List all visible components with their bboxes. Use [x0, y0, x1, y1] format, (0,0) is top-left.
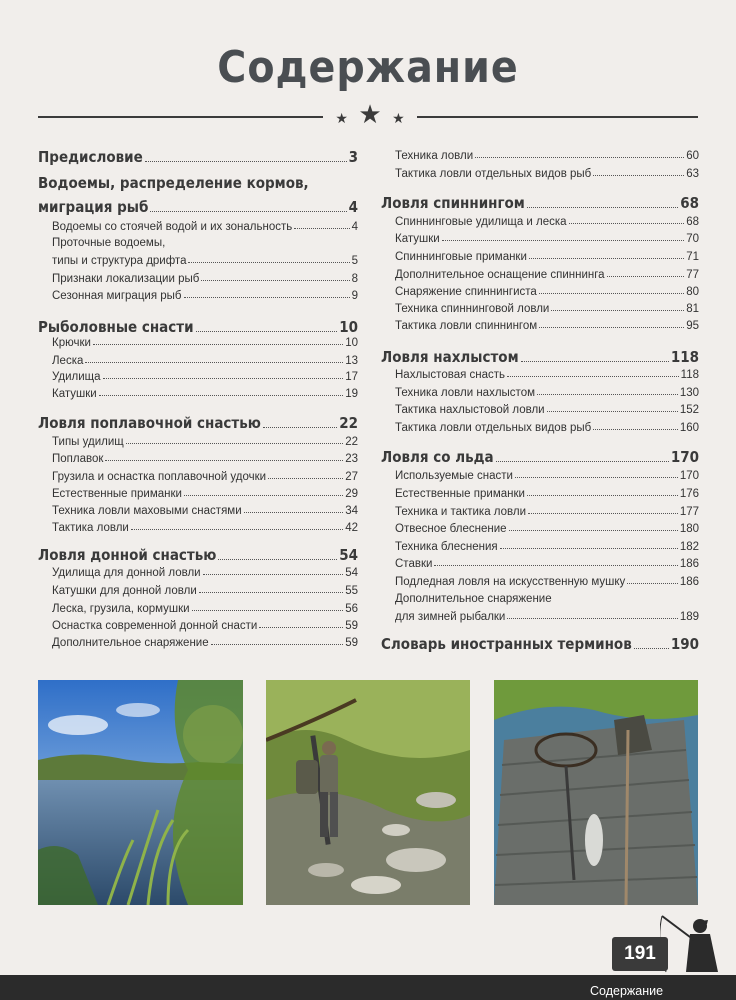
toc-page-number: 4	[348, 198, 358, 216]
dot-leader	[218, 558, 337, 560]
toc-entry[interactable]	[395, 233, 699, 245]
toc-entry-title: Тактика нахлыстовой ловли	[395, 404, 545, 416]
toc-section[interactable]	[381, 194, 699, 212]
dot-leader	[539, 292, 684, 294]
toc-section-title: Ловля спиннингом	[381, 194, 525, 212]
toc-entry-title-line: Дополнительное снаряжение	[395, 593, 552, 605]
dot-leader	[528, 512, 678, 514]
toc-entry[interactable]	[395, 404, 699, 416]
toc-entry[interactable]	[52, 567, 358, 579]
toc-page-number: 81	[686, 303, 699, 315]
toc-entry[interactable]	[52, 221, 358, 233]
dot-leader	[192, 609, 344, 611]
toc-entry[interactable]	[395, 422, 699, 434]
toc-entry-title: типы и структура дрифта	[52, 255, 187, 267]
dot-leader	[103, 377, 344, 379]
toc-entry[interactable]	[395, 506, 699, 518]
page-number: 191	[612, 937, 668, 971]
toc-page-number: 56	[345, 603, 358, 615]
toc-page-number: 71	[686, 251, 699, 263]
toc-entry[interactable]	[395, 470, 699, 482]
angler-on-rocky-stream-photo	[266, 680, 470, 905]
toc-entry-title: Дополнительное оснащение спиннинга	[395, 269, 605, 281]
toc-entry[interactable]	[52, 355, 358, 367]
toc-page-number: 54	[345, 567, 358, 579]
toc-entry[interactable]	[395, 387, 699, 399]
toc-entry[interactable]	[52, 603, 358, 615]
toc-page-number: 42	[345, 522, 358, 534]
toc-entry[interactable]	[395, 168, 699, 180]
toc-entry[interactable]	[52, 290, 358, 302]
toc-left-column	[38, 150, 358, 670]
dot-leader	[184, 494, 343, 496]
toc-entry[interactable]	[52, 505, 358, 517]
toc-section[interactable]	[381, 348, 699, 366]
toc-entry-title: Крючки	[52, 337, 91, 349]
dot-leader	[126, 442, 343, 444]
toc-entry[interactable]	[52, 637, 358, 649]
toc-entry[interactable]	[52, 388, 358, 400]
toc-entry-title: Тактика ловли спиннингом	[395, 320, 538, 332]
dot-leader	[634, 647, 669, 649]
toc-entry[interactable]	[395, 251, 699, 263]
toc-entry-title-line: Проточные водоемы,	[52, 237, 166, 249]
toc-entry[interactable]	[395, 150, 699, 162]
toc-entry[interactable]	[395, 320, 699, 332]
toc-page-number: 95	[686, 320, 699, 332]
toc-entry-title: Оснастка современной донной снасти	[52, 620, 258, 632]
toc-entry-title: Водоемы со стоячей водой и их зональность	[52, 221, 293, 233]
toc-entry-title: Нахлыстовая снасть	[395, 369, 506, 381]
dot-leader	[593, 428, 678, 430]
toc-section-title: Предисловие	[38, 148, 143, 166]
toc-right-column	[381, 150, 699, 670]
toc-page-number: 152	[679, 404, 699, 416]
dot-leader	[131, 528, 343, 530]
toc-entry[interactable]	[395, 286, 699, 298]
toc-page-number: 5	[351, 255, 358, 267]
toc-page-number: 170	[670, 448, 699, 466]
toc-entry-title: Подледная ловля на искусственную мушку	[395, 576, 626, 588]
toc-entry-title: Естественные приманки	[395, 488, 525, 500]
dot-leader	[551, 309, 684, 311]
toc-entry[interactable]	[52, 337, 358, 349]
toc-page-number: 160	[679, 422, 699, 434]
toc-entry[interactable]	[395, 216, 699, 228]
toc-section[interactable]	[381, 635, 699, 653]
toc-entry[interactable]	[395, 541, 699, 553]
toc-entry[interactable]	[52, 371, 358, 383]
dot-leader	[537, 393, 678, 395]
dot-leader	[263, 426, 337, 428]
dot-leader	[507, 617, 677, 619]
toc-entry-title: Снаряжение спиннингиста	[395, 286, 537, 298]
toc-section-title: Ловля поплавочной снастью	[38, 414, 261, 432]
toc-entry-title: Спиннинговые удилища и леска	[395, 216, 567, 228]
toc-page-number: 59	[345, 620, 358, 632]
toc-page-number: 68	[686, 216, 699, 228]
dot-leader	[475, 156, 684, 158]
footer-section-label: Содержание	[590, 984, 664, 998]
toc-entry-title: Сезонная миграция рыб	[52, 290, 182, 302]
toc-section-title: Ловля со льда	[381, 448, 494, 466]
toc-page-number: 17	[345, 371, 358, 383]
toc-section-title: миграция рыб	[38, 198, 149, 216]
toc-entry[interactable]	[52, 453, 358, 465]
toc-page-number: 13	[345, 355, 358, 367]
toc-entry[interactable]	[395, 488, 699, 500]
title-rule-right	[417, 116, 698, 118]
toc-page-number: 9	[351, 290, 358, 302]
toc-page-number: 22	[339, 414, 358, 432]
toc-page-number: 182	[679, 541, 699, 553]
toc-page-number: 60	[686, 150, 699, 162]
toc-section-title: Ловля донной снастью	[38, 546, 217, 564]
angler-silhouette-icon	[660, 912, 730, 982]
toc-entry-title: Техника спиннинговой ловли	[395, 303, 550, 315]
toc-entry[interactable]	[395, 558, 699, 570]
toc-page-number: 77	[686, 269, 699, 281]
toc-entry[interactable]	[395, 523, 699, 535]
dot-leader	[529, 257, 684, 259]
toc-page-number: 54	[339, 546, 358, 564]
star-icon: ★	[392, 110, 405, 126]
dot-leader	[547, 410, 678, 412]
dot-leader	[521, 360, 669, 362]
toc-entry-title: Леска	[52, 355, 84, 367]
toc-entry[interactable]	[52, 255, 358, 267]
dot-leader	[294, 227, 349, 229]
dot-leader	[199, 591, 343, 593]
toc-entry[interactable]	[52, 488, 358, 500]
toc-page-number: 63	[686, 168, 699, 180]
dot-leader	[150, 210, 346, 212]
toc-page-number: 23	[345, 453, 358, 465]
toc-entry-title: Катушки для донной ловли	[52, 585, 197, 597]
toc-page-number: 27	[345, 471, 358, 483]
toc-entry-title: Отвесное блеснение	[395, 523, 507, 535]
toc-entry[interactable]	[52, 471, 358, 483]
toc-entry-title: Удилища	[52, 371, 101, 383]
toc-page-number: 3	[348, 148, 358, 166]
toc-entry-title: Катушки	[395, 233, 440, 245]
toc-page-number: 170	[679, 470, 699, 482]
dot-leader	[244, 511, 344, 513]
dot-leader	[105, 459, 343, 461]
toc-entry[interactable]	[52, 436, 358, 448]
toc-entry-title: Техника ловли нахлыстом	[395, 387, 535, 399]
dot-leader	[593, 174, 684, 176]
page-title: Содержание	[217, 42, 519, 93]
star-icon: ★	[358, 99, 382, 129]
toc-entry[interactable]	[395, 576, 699, 588]
toc-section-title: Словарь иностранных терминов	[381, 635, 632, 653]
toc-entry-title: Дополнительное снаряжение	[52, 637, 209, 649]
toc-entry-title: Естественные приманки	[52, 488, 182, 500]
dot-leader	[527, 494, 678, 496]
dot-leader	[509, 529, 678, 531]
toc-entry[interactable]	[52, 522, 358, 534]
toc-entry-title: Спиннинговые приманки	[395, 251, 527, 263]
dot-leader	[145, 160, 347, 162]
toc-page-number: 55	[345, 585, 358, 597]
toc-page-number: 29	[345, 488, 358, 500]
dot-leader	[434, 564, 677, 566]
dot-leader	[259, 626, 343, 628]
toc-page-number: 70	[686, 233, 699, 245]
wooden-pier-with-tackle-photo	[494, 680, 698, 905]
dot-leader	[527, 206, 678, 208]
dot-leader	[569, 222, 685, 224]
toc-page-number: 130	[679, 387, 699, 399]
toc-entry-title: Тактика ловли	[52, 522, 129, 534]
toc-entry-title: Техника блеснения	[395, 541, 498, 553]
toc-section[interactable]	[381, 448, 699, 466]
toc-entry-title: Ставки	[395, 558, 433, 570]
dot-leader	[184, 296, 350, 298]
star-icon: ★	[335, 110, 348, 126]
toc-page-number: 190	[670, 635, 699, 653]
toc-entry-title: Катушки	[52, 388, 97, 400]
toc-entry-title: Поплавок	[52, 453, 104, 465]
dot-leader	[211, 643, 344, 645]
dot-leader	[442, 239, 685, 241]
dot-leader	[539, 326, 684, 328]
toc-page-number: 10	[339, 318, 358, 336]
title-stars-ornament	[320, 99, 420, 130]
toc-page-number: 10	[345, 337, 358, 349]
dot-leader	[93, 343, 343, 345]
toc-page-number: 22	[345, 436, 358, 448]
toc-page-number: 19	[345, 388, 358, 400]
toc-page-number: 118	[680, 369, 699, 381]
dot-leader	[196, 330, 338, 332]
dot-leader	[188, 261, 349, 263]
river-landscape-photo	[38, 680, 243, 905]
toc-page-number: 189	[679, 611, 699, 623]
toc-page-number: 186	[679, 558, 699, 570]
dot-leader	[507, 375, 679, 377]
toc-section-title: Рыболовные снасти	[38, 318, 194, 336]
dot-leader	[268, 477, 343, 479]
toc-page-number: 177	[679, 506, 699, 518]
toc-entry[interactable]	[52, 620, 358, 632]
toc-entry-title: Тактика ловли отдельных видов рыб	[395, 422, 592, 434]
toc-section[interactable]	[38, 318, 358, 336]
dot-leader	[203, 573, 344, 575]
toc-entry-title: Леска, грузила, кормушки	[52, 603, 190, 615]
dot-leader	[99, 394, 344, 396]
dot-leader	[515, 476, 678, 478]
dot-leader	[496, 460, 669, 462]
toc-section[interactable]	[38, 148, 358, 166]
toc-entry[interactable]	[395, 369, 699, 381]
dot-leader	[607, 275, 685, 277]
toc-entry-title: Техника и тактика ловли	[395, 506, 527, 518]
toc-entry-title: Используемые снасти	[395, 470, 513, 482]
toc-entry-title: Удилища для донной ловли	[52, 567, 201, 579]
dot-leader	[201, 279, 349, 281]
toc-entry[interactable]	[395, 269, 699, 281]
toc-entry[interactable]	[52, 273, 358, 285]
toc-page-number: 80	[686, 286, 699, 298]
toc-page-number: 118	[670, 348, 699, 366]
toc-page-number: 186	[679, 576, 699, 588]
toc-entry-title: Техника ловли	[395, 150, 474, 162]
toc-section[interactable]	[38, 198, 358, 216]
dot-leader	[627, 582, 678, 584]
toc-entry-title: для зимней рыбалки	[395, 611, 506, 623]
toc-page-number: 180	[679, 523, 699, 535]
toc-section-title-line: Водоемы, распределение кормов,	[38, 174, 309, 192]
toc-page-number: 8	[351, 273, 358, 285]
toc-entry-title: Грузила и оснастка поплавочной удочки	[52, 471, 267, 483]
toc-section[interactable]	[38, 414, 358, 432]
toc-section-title: Ловля нахлыстом	[381, 348, 519, 366]
toc-page-number: 176	[679, 488, 699, 500]
toc-page-number: 59	[345, 637, 358, 649]
toc-entry-title: Признаки локализации рыб	[52, 273, 200, 285]
dot-leader	[500, 547, 678, 549]
dot-leader	[85, 361, 343, 363]
toc-entry-title: Тактика ловли отдельных видов рыб	[395, 168, 592, 180]
toc-page-number: 4	[351, 221, 358, 233]
toc-page-number: 68	[680, 194, 699, 212]
toc-section[interactable]	[38, 546, 358, 564]
title-rule-left	[38, 116, 323, 118]
toc-entry-title: Техника ловли маховыми снастями	[52, 505, 242, 517]
toc-entry[interactable]	[395, 611, 699, 623]
toc-entry-title: Типы удилищ	[52, 436, 124, 448]
toc-entry[interactable]	[395, 303, 699, 315]
toc-entry[interactable]	[52, 585, 358, 597]
toc-page-number: 34	[345, 505, 358, 517]
